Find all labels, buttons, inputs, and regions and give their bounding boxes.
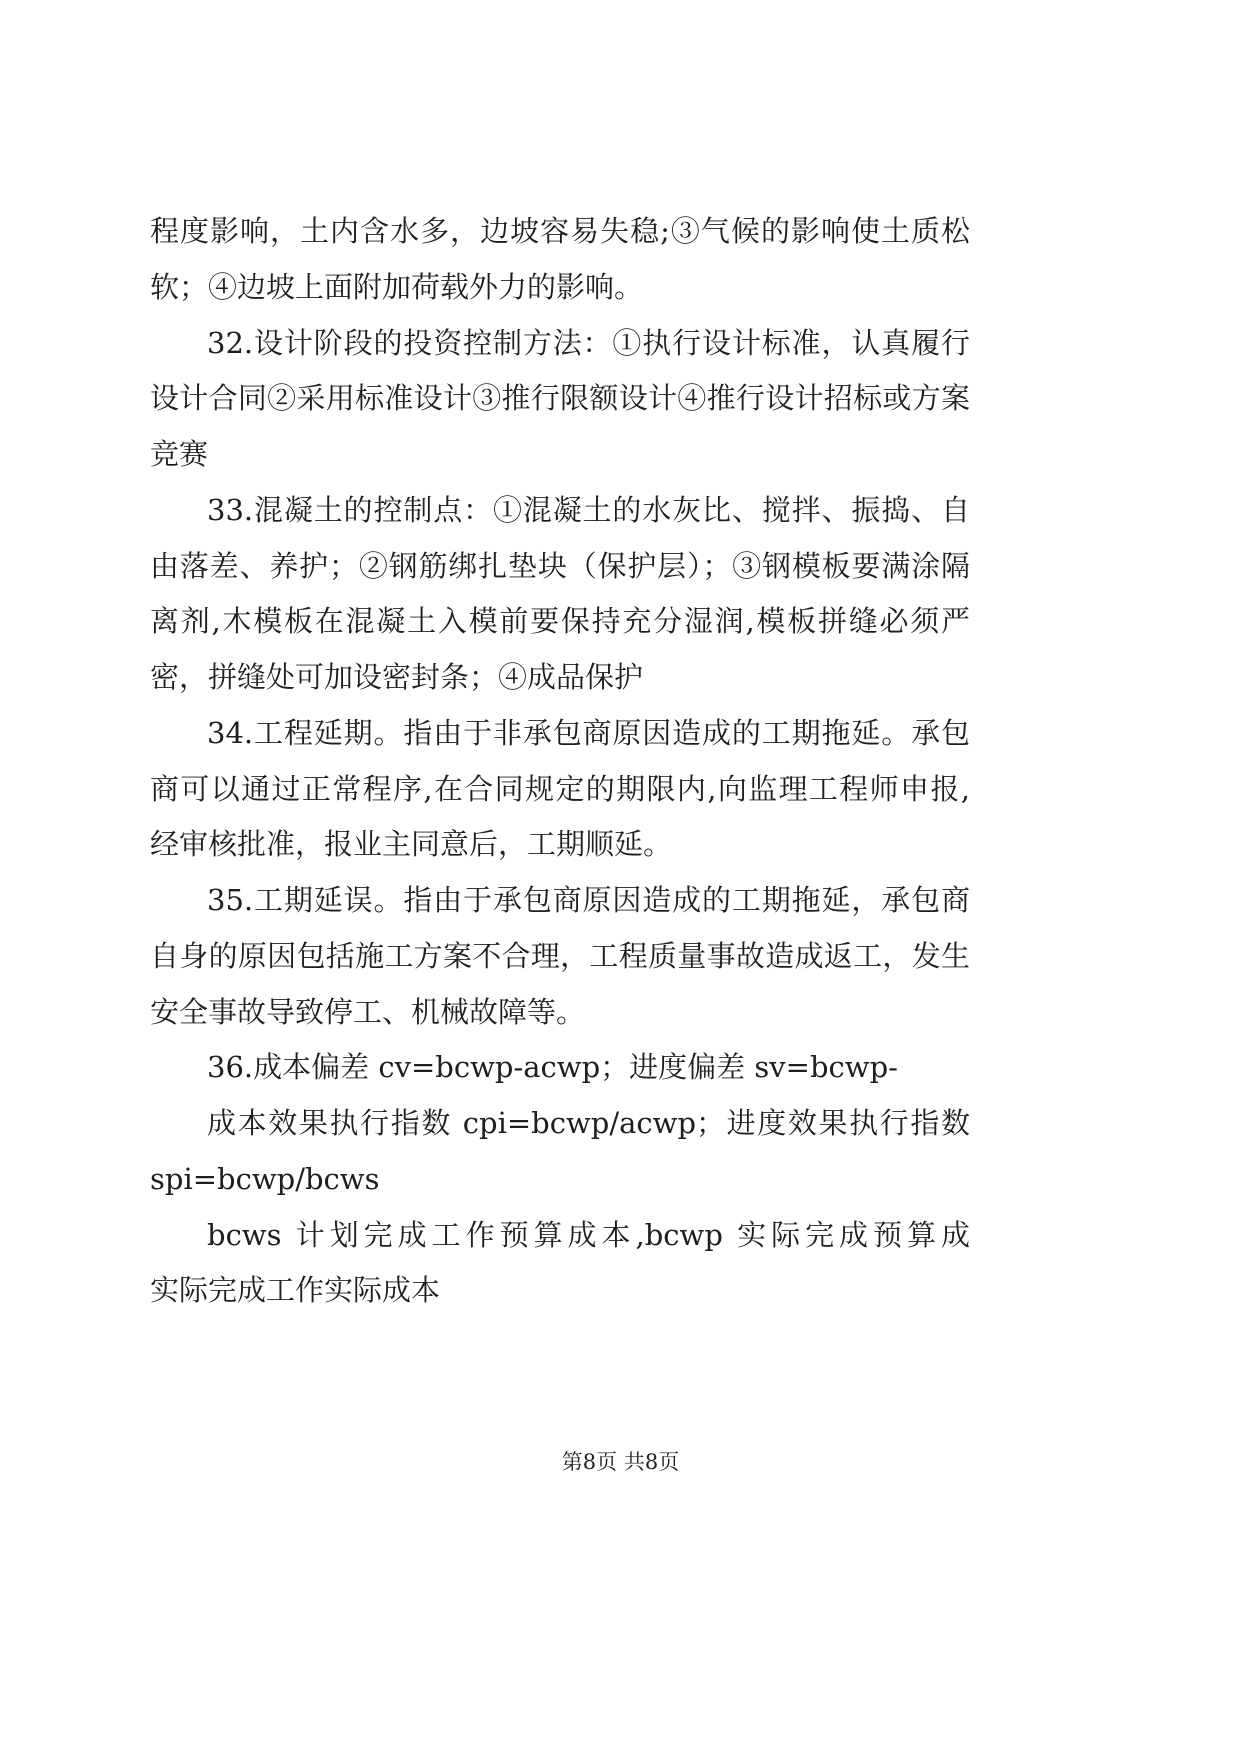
text-line: 由落差、养护；②钢筋绑扎垫块（保护层）；③钢模板要满涂隔 — [150, 548, 970, 583]
text-line: 自身的原因包括施工方案不合理，工程质量事故造成返工，发生 — [150, 938, 970, 973]
text-line: 设计合同②采用标准设计③推行限额设计④推行设计招标或方案 — [150, 381, 970, 416]
document-body — [150, 204, 970, 1319]
text-line: 安全事故导致停工、机械故障等。 — [150, 994, 586, 1029]
page-number: 第8页 共8页 — [561, 1450, 680, 1474]
text-line: bcws 计划完成工作预算成本,bcwp 实际完成预算成 — [207, 1217, 970, 1252]
text-line: 软；④边坡上面附加荷载外力的影响。 — [150, 269, 644, 304]
text-line: 商可以通过正常程序,在合同规定的期限内,向监理工程师申报, — [150, 771, 970, 806]
text-line: 成本效果执行指数 cpi=bcwp/acwp；进度效果执行指数 — [207, 1106, 970, 1140]
text-line: 32.设计阶段的投资控制方法：①执行设计标准，认真履行 — [207, 325, 970, 360]
text-line: 34.工程延期。指由于非承包商原因造成的工期拖延。承包 — [207, 715, 970, 750]
text-line: 实际完成工作实际成本 — [150, 1273, 441, 1308]
text-line: 33.混凝土的控制点：①混凝土的水灰比、搅拌、振捣、自 — [207, 492, 970, 527]
text-line: 36.成本偏差 cv=bcwp-acwp；进度偏差 sv=bcwp- — [207, 1050, 898, 1085]
text-line: 竞赛 — [150, 437, 209, 471]
text-line: 离剂,木模板在混凝土入模前要保持充分湿润,模板拼缝必须严 — [150, 604, 970, 639]
text-line: 35.工期延误。指由于承包商原因造成的工期拖延，承包商 — [207, 883, 970, 917]
text-line: 密，拼缝处可加设密封条；④成品保护 — [150, 660, 644, 694]
text-line: spi=bcwp/bcws — [150, 1161, 380, 1196]
text-line: 程度影响，土内含水多，边坡容易失稳;③气候的影响使土质松 — [150, 214, 970, 248]
text-line: 经审核批准，报业主同意后，工期顺延。 — [150, 827, 673, 862]
